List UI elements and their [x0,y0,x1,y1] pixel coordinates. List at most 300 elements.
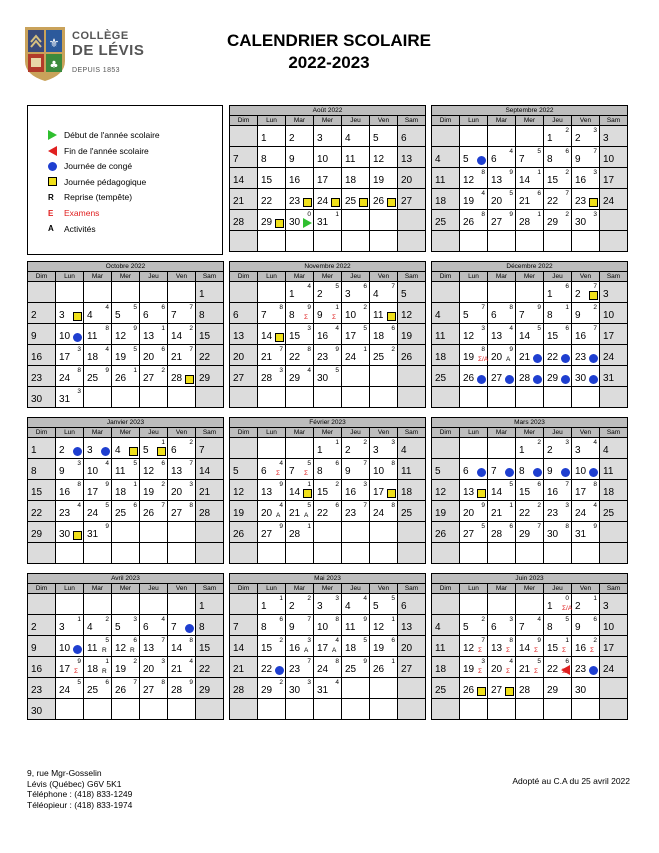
month-calendar [431,105,628,252]
cycle-day-number: 3 [509,616,513,623]
pedagogical-square-icon [387,198,396,207]
cycle-day-number: 4 [161,616,165,623]
day-number: 4 [115,445,121,456]
day-cell [432,615,460,636]
month-title: Avril 2023 [27,573,224,583]
day-cell [370,459,398,480]
day-number: 22 [547,352,559,363]
day-cell [286,189,314,210]
cycle-day-number: 3 [565,502,569,509]
day-number: 7 [289,466,295,477]
cycle-day-number: 1 [593,595,597,602]
holiday-dot-icon [505,468,514,477]
cycle-day-number: 1 [161,325,165,332]
weekday-header: Mer [112,272,140,282]
pedagogical-square-icon [129,447,138,456]
day-cell [112,615,140,636]
holiday-dot-icon [561,468,570,477]
day-cell [196,501,224,522]
holiday-dot-icon [73,333,82,342]
day-number: 15 [519,487,531,498]
day-number: 15 [31,487,43,498]
day-cell [460,522,488,543]
cycle-day-number: 9 [279,481,283,488]
cycle-day-number: 2 [481,616,485,623]
day-cell [544,147,572,168]
day-number: 22 [289,352,301,363]
cycle-day-number: 7 [565,481,569,488]
month-calendar [229,105,426,252]
day-number: 27 [491,685,503,696]
empty-cell [516,231,544,252]
cycle-day-number: 9 [77,658,81,665]
day-cell [314,189,342,210]
cycle-day-number: 7 [593,325,597,332]
day-cell [600,324,628,345]
day-number: 28 [171,373,183,384]
month-title: Novembre 2022 [229,261,426,271]
day-cell [56,615,84,636]
day-number: 2 [289,133,295,144]
day-cell [572,168,600,189]
day-cell [600,636,628,657]
cycle-day-number: 1 [565,304,569,311]
event-mark: Σ [74,668,79,675]
day-number: 11 [435,331,446,342]
college-crest-icon [25,27,65,81]
day-cell [140,501,168,522]
day-number: 13 [401,622,413,633]
day-cell [600,189,628,210]
day-number: 7 [171,622,177,633]
day-number: 23 [575,196,587,207]
day-number: 13 [463,487,475,498]
day-cell [28,657,56,678]
cycle-day-number: 5 [481,523,485,530]
day-cell [516,657,544,678]
empty-cell [432,387,460,408]
month-calendar [431,417,628,564]
day-number: 2 [31,310,37,321]
day-cell [370,303,398,324]
day-number: 24 [603,664,615,675]
month-calendar [229,417,426,564]
weekday-header: Mer [314,272,342,282]
day-cell [286,210,314,231]
day-cell [460,324,488,345]
legend-label: Fin de l'année scolaire [64,145,149,156]
day-number: 13 [261,487,273,498]
cycle-day-number: 5 [133,460,137,467]
day-cell [488,366,516,387]
day-cell [314,126,342,147]
empty-cell [286,231,314,252]
day-cell [460,636,488,657]
day-number: 12 [373,154,385,165]
empty-cell [28,543,56,564]
day-number: 18 [435,196,447,207]
weekday-header: Jeu [342,428,370,438]
day-number: 11 [115,466,126,477]
cycle-day-number: 3 [77,346,81,353]
day-number: 8 [289,310,295,321]
weekday-header: Mer [516,428,544,438]
day-cell [230,522,258,543]
day-cell [342,324,370,345]
day-cell [28,459,56,480]
event-mark: Σ [534,647,539,654]
day-number: 17 [59,352,71,363]
day-number: 10 [575,466,587,477]
day-number: 28 [491,529,503,540]
cycle-day-number: 2 [537,439,541,446]
weekday-header: Jeu [140,428,168,438]
legend-letter: A [48,224,54,234]
holiday-dot-icon [477,156,486,165]
empty-cell [398,231,426,252]
day-cell [460,366,488,387]
day-cell [56,636,84,657]
day-cell [544,522,572,543]
weekday-header: Mer [516,272,544,282]
phone-line: Téléphone : (418) 833-1249 [27,789,133,799]
day-cell [230,480,258,501]
empty-cell [28,282,56,303]
cycle-day-number: 8 [335,658,339,665]
day-number: 2 [317,289,323,300]
cycle-day-number: 1 [307,481,311,488]
day-number: 9 [547,466,553,477]
day-number: 7 [519,310,525,321]
cycle-day-number: 2 [363,439,367,446]
day-cell [56,459,84,480]
weekday-header: Ven [168,584,196,594]
empty-cell [544,543,572,564]
empty-cell [544,387,572,408]
day-number: 1 [199,289,205,300]
day-number: 10 [603,622,615,633]
empty-cell [140,699,168,720]
empty-cell [230,699,258,720]
day-cell [112,480,140,501]
day-cell [84,366,112,387]
legend-item [48,222,96,236]
pedagogical-square-icon [275,219,284,228]
day-cell [516,459,544,480]
empty-cell [460,387,488,408]
day-number: 14 [199,466,211,477]
day-cell [342,501,370,522]
day-number: 24 [59,685,71,696]
day-number: 28 [233,685,245,696]
weekday-header: Mar [286,584,314,594]
day-number: 1 [261,601,267,612]
day-number: 26 [373,196,385,207]
empty-cell [168,522,196,543]
day-number: 11 [373,310,384,321]
holiday-dot-icon [589,666,598,675]
day-cell [572,657,600,678]
day-cell [286,522,314,543]
day-cell [258,594,286,615]
day-cell [84,615,112,636]
day-cell [112,324,140,345]
day-number: 19 [373,643,385,654]
day-cell [258,168,286,189]
day-cell [230,345,258,366]
cycle-day-number: 5 [565,616,569,623]
empty-cell [112,543,140,564]
cycle-day-number: 3 [77,460,81,467]
day-number: 20 [491,196,503,207]
cycle-day-number: 1 [391,616,395,623]
day-cell [28,387,56,408]
empty-cell [370,210,398,231]
day-number: 1 [547,289,553,300]
weekday-header: Lun [460,428,488,438]
day-cell [370,615,398,636]
holiday-dot-icon [48,162,64,171]
day-cell [398,168,426,189]
empty-cell [342,387,370,408]
page-title [200,30,458,74]
empty-cell [516,699,544,720]
day-cell [286,678,314,699]
day-cell [488,678,516,699]
empty-cell [28,594,56,615]
day-cell [314,678,342,699]
day-number: 23 [289,664,301,675]
empty-cell [600,231,628,252]
day-cell [168,678,196,699]
day-cell [432,678,460,699]
day-number: 29 [199,685,211,696]
day-number: 9 [289,622,295,633]
legend-item [48,190,132,204]
day-number: 12 [115,331,127,342]
day-cell [56,303,84,324]
day-cell [432,189,460,210]
day-cell [460,657,488,678]
day-number: 30 [575,373,587,384]
day-number: 17 [603,643,615,654]
holiday-dot-icon [48,162,57,171]
empty-cell [516,543,544,564]
empty-cell [258,282,286,303]
day-cell [230,189,258,210]
day-cell [56,324,84,345]
day-cell [286,459,314,480]
weekday-header: Mar [488,428,516,438]
day-cell [544,210,572,231]
day-cell [196,459,224,480]
weekday-header: Sam [398,428,426,438]
cycle-day-number: 7 [279,346,283,353]
day-number: 21 [289,508,301,519]
pedagogical-square-icon [73,312,82,321]
event-mark: Σ [506,647,511,654]
day-number: 8 [547,622,553,633]
day-cell [432,501,460,522]
day-cell [230,366,258,387]
pedagogical-square-icon [589,198,598,207]
day-number: 6 [491,154,497,165]
weekday-header: Ven [370,428,398,438]
day-cell [488,324,516,345]
cycle-day-number: 3 [307,637,311,644]
empty-cell [168,387,196,408]
day-cell [398,282,426,303]
day-cell [258,522,286,543]
day-number: 12 [463,643,475,654]
day-cell [314,147,342,168]
empty-cell [460,126,488,147]
empty-cell [286,543,314,564]
day-number: 21 [171,664,183,675]
day-number: 22 [261,664,273,675]
cycle-day-number: 4 [77,502,81,509]
day-number: 21 [233,196,245,207]
empty-cell [342,699,370,720]
day-number: 30 [289,685,301,696]
empty-cell [488,699,516,720]
empty-cell [168,594,196,615]
day-cell [370,636,398,657]
day-cell [370,594,398,615]
weekday-header: Jeu [544,116,572,126]
day-cell [314,636,342,657]
day-cell [460,459,488,480]
day-cell [168,636,196,657]
month-title: Décembre 2022 [431,261,628,271]
pedagogical-square-icon [589,291,598,300]
empty-cell [398,678,426,699]
day-cell [84,438,112,459]
day-number: 6 [171,445,177,456]
day-number: 11 [603,466,614,477]
empty-cell [572,231,600,252]
empty-cell [370,699,398,720]
event-mark: Σ [478,647,483,654]
weekday-header: Ven [370,584,398,594]
cycle-day-number: 5 [363,637,367,644]
day-number: 16 [31,352,43,363]
cycle-day-number: 2 [307,595,311,602]
event-mark: Σ [562,647,567,654]
day-cell [286,657,314,678]
cycle-day-number: 6 [565,658,569,665]
empty-cell [140,387,168,408]
pedagogical-square-icon [48,177,57,186]
pedagogical-square-icon [185,375,194,384]
weekday-header: Dim [28,584,56,594]
day-cell [258,189,286,210]
legend-label: Reprise (tempête) [64,192,133,203]
weekday-header: Mer [516,116,544,126]
day-number: 10 [59,331,71,342]
day-number: 29 [199,373,211,384]
cycle-day-number: 1 [509,502,513,509]
cycle-day-number: 4 [593,439,597,446]
legend-label: Journée de congé [64,161,133,172]
day-number: 31 [317,685,329,696]
weekday-header: Mar [84,584,112,594]
day-cell [342,657,370,678]
day-cell [342,438,370,459]
day-cell [258,147,286,168]
day-number: 29 [261,685,273,696]
day-number: 25 [435,685,447,696]
cycle-day-number: 5 [537,148,541,155]
day-cell [230,636,258,657]
day-number: 10 [87,466,99,477]
day-cell [286,594,314,615]
day-number: 16 [575,643,587,654]
day-number: 17 [373,487,385,498]
day-number: 29 [547,685,559,696]
day-cell [342,282,370,303]
pedagogical-square-icon [303,489,312,498]
legend-item [48,159,132,173]
empty-cell [398,543,426,564]
month-days-grid [431,427,628,564]
day-number: 6 [261,466,267,477]
day-number: 30 [575,685,587,696]
day-cell [112,438,140,459]
day-number: 17 [317,175,329,186]
cycle-day-number: 6 [363,283,367,290]
cycle-day-number: 1 [537,211,541,218]
day-cell [572,210,600,231]
day-number: 25 [345,664,357,675]
weekday-header: Jeu [544,272,572,282]
day-cell [258,366,286,387]
month-title: Mai 2023 [229,573,426,583]
day-number: 10 [317,622,329,633]
empty-cell [460,699,488,720]
day-number: 21 [199,487,211,498]
start-triangle-icon [48,130,57,140]
cycle-day-number: 6 [509,523,513,530]
holiday-dot-icon [477,468,486,477]
weekday-header: Lun [258,584,286,594]
cycle-day-number: 5 [133,346,137,353]
day-cell [230,210,258,231]
day-number: 5 [233,466,239,477]
day-cell [314,282,342,303]
day-number: 31 [575,529,587,540]
day-cell [258,459,286,480]
cycle-day-number: 5 [133,304,137,311]
empty-cell [488,231,516,252]
day-number: 24 [603,352,615,363]
day-cell [28,678,56,699]
day-cell [488,189,516,210]
day-cell [168,303,196,324]
weekday-header: Dim [432,272,460,282]
day-number: 7 [199,445,205,456]
day-cell [544,168,572,189]
empty-cell [488,282,516,303]
month-days-grid [431,271,628,408]
day-cell [398,303,426,324]
cycle-day-number: 5 [537,325,541,332]
day-number: 3 [317,601,323,612]
cycle-day-number: 4 [537,616,541,623]
day-number: 11 [401,466,412,477]
day-number: 19 [115,352,127,363]
day-number: 15 [199,643,211,654]
